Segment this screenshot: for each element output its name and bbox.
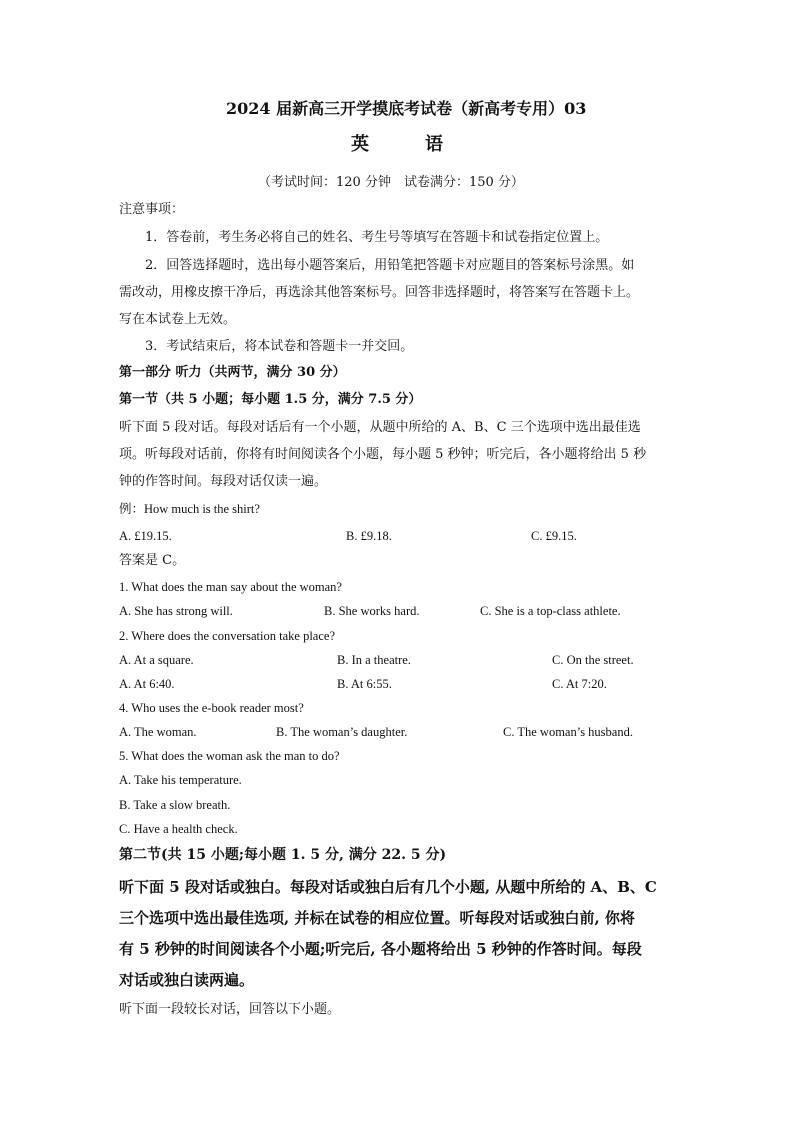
- section2-intro-line-4: 对话或独白读两遍。: [119, 971, 255, 989]
- question-1-option-c: C. She is a top-class athlete.: [480, 604, 621, 618]
- exam-title: 2024 届新高三开学摸底考试卷（新高考专用）03: [226, 99, 587, 118]
- example-option-b: B. £9.18.: [346, 529, 392, 543]
- question-1-option-a: A. She has strong will.: [119, 604, 233, 618]
- section2-intro-line-3: 有 5 秒钟的时间阅读各个小题;听完后, 各小题将给出 5 秒钟的作答时间。每段: [119, 940, 642, 958]
- question-4-option-a: A. The woman.: [119, 725, 197, 739]
- part1-heading: 第一部分 听力（共两节，满分 30 分）: [119, 365, 346, 380]
- section1-intro-line-1: 听下面 5 段对话。每段对话后有一个小题，从题中所给的 A、B、C 三个选项中选出最佳选: [119, 420, 641, 435]
- note-item-2-line-3: 写在本试卷上无效。: [119, 312, 237, 327]
- question-2-option-b: B. In a theatre.: [337, 653, 411, 667]
- subject-char-1: 英: [351, 134, 369, 155]
- section2-heading: 第二节(共 15 小题;每小题 1. 5 分, 满分 22. 5 分): [119, 847, 447, 863]
- question-3-option-c: C. At 7:20.: [552, 677, 607, 691]
- question-1-option-b: B. She works hard.: [324, 604, 420, 618]
- section2-prompt: 听下面一段较长对话，回答以下小题。: [119, 1002, 341, 1017]
- note-item-2-line-1: 2．回答选择题时，选出每小题答案后，用铅笔把答题卡对应题目的答案标号涂黑。如: [145, 258, 635, 273]
- question-5-option-a: A. Take his temperature.: [119, 773, 242, 787]
- section1-heading: 第一节（共 5 小题；每小题 1.5 分，满分 7.5 分）: [119, 392, 422, 407]
- question-5-option-c: C. Have a health check.: [119, 822, 238, 836]
- question-3-option-a: A. At 6:40.: [119, 677, 175, 691]
- example-option-c: C. £9.15.: [531, 529, 577, 543]
- question-4-option-c: C. The woman’s husband.: [503, 725, 633, 739]
- question-4: 4. Who uses the e-book reader most?: [119, 701, 304, 715]
- question-2: 2. Where does the conversation take place?: [119, 629, 335, 643]
- example-answer: 答案是 C。: [119, 553, 186, 568]
- subject-char-2: 语: [425, 134, 443, 155]
- example-option-a: A. £19.15.: [119, 529, 172, 543]
- question-2-option-c: C. On the street.: [552, 653, 634, 667]
- notes-heading: 注意事项：: [119, 202, 185, 217]
- question-3-option-b: B. At 6:55.: [337, 677, 392, 691]
- question-1: 1. What does the man say about the woman?: [119, 580, 342, 594]
- note-item-1: 1．答卷前，考生务必将自己的姓名、考生号等填写在答题卡和试卷指定位置上。: [145, 230, 609, 245]
- section2-intro-line-1: 听下面 5 段对话或独白。每段对话或独白后有几个小题, 从题中所给的 A、B、C: [119, 878, 657, 896]
- question-2-option-a: A. At a square.: [119, 653, 194, 667]
- example-question: 例：How much is the shirt?: [119, 502, 260, 516]
- section2-intro-line-2: 三个选项中选出最佳选项, 并标在试卷的相应位置。听每段对话或独白前, 你将: [119, 909, 635, 927]
- exam-info: （考试时间：120 分钟 试卷满分：150 分）: [258, 175, 524, 190]
- note-item-3: 3．考试结束后，将本试卷和答题卡一并交回。: [145, 339, 414, 354]
- section1-intro-line-3: 钟的作答时间。每段对话仅读一遍。: [119, 474, 328, 489]
- section1-intro-line-2: 项。听每段对话前，你将有时间阅读各个小题，每小题 5 秒钟；听完后，各小题将给出 5 秒: [119, 447, 647, 462]
- question-5: 5. What does the woman ask the man to do?: [119, 749, 340, 763]
- question-5-option-b: B. Take a slow breath.: [119, 798, 231, 812]
- note-item-2-line-2: 需改动，用橡皮擦干净后，再选涂其他答案标号。回答非选择题时，将答案写在答题卡上。: [119, 285, 640, 300]
- question-4-option-b: B. The woman’s daughter.: [276, 725, 408, 739]
